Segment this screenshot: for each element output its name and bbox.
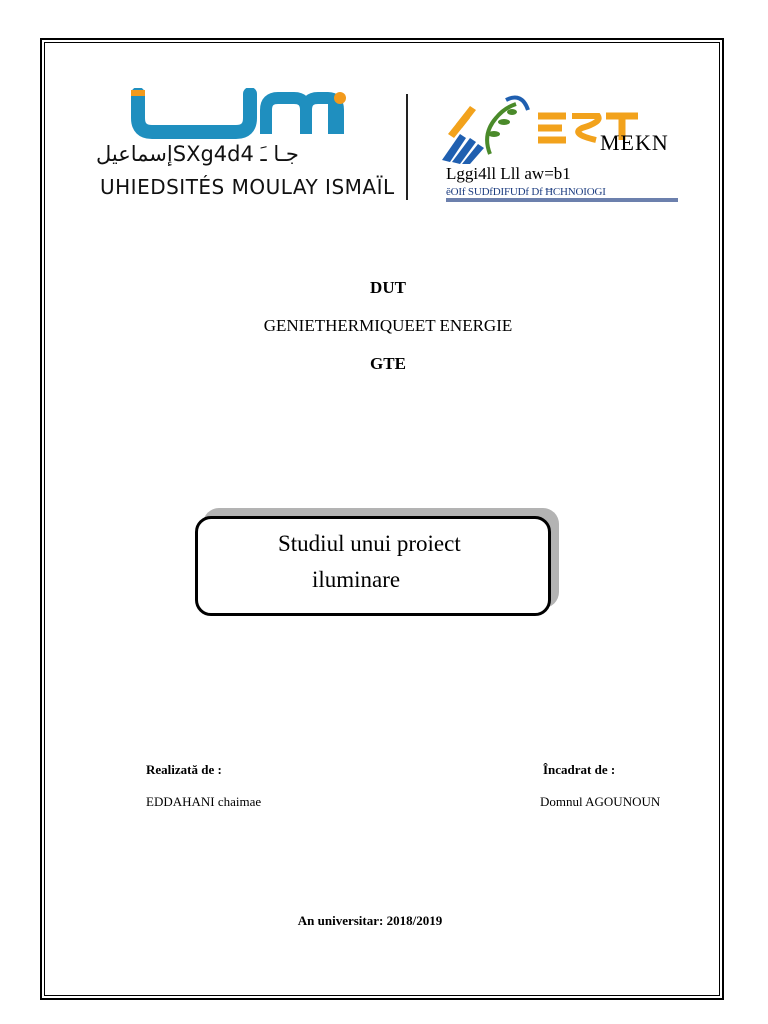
degree-title: DUT (370, 278, 406, 297)
academic-year: An universitar: 2018/2019 (297, 913, 443, 928)
logo-divider (406, 94, 408, 200)
incadrat-label: Încadrat de : (543, 762, 616, 777)
title-line-1: Studiul unui proiect (278, 531, 461, 556)
author-name: EDDAHANI chaimae (146, 794, 262, 809)
umi-arabic-name: جـا ﹷ SXg4d4إسماعيل (96, 142, 299, 166)
umi-university-name: UHIEDSITÉS MOULAY ISMAÏL (100, 175, 395, 199)
est-city: MEKN (600, 130, 669, 155)
title-line-2: iluminare (312, 567, 401, 592)
umi-logo-mark (96, 88, 366, 144)
title-box (195, 516, 551, 616)
logo-header (96, 88, 682, 208)
program-code: GTE (370, 354, 406, 373)
est-subtitle-2: ĕOIf SUDfDIFUDf Df ĦCHNOIOGI (446, 186, 606, 198)
est-underline (446, 198, 678, 202)
est-subtitle-1: Lggi4ll Lll aw=b1 (446, 164, 571, 183)
supervisor-name: Domnul AGOUNOUN (540, 794, 661, 809)
realizata-label: Realizată de : (146, 762, 222, 777)
program-name: GENIETHERMIQUEET ENERGIE (263, 316, 513, 335)
